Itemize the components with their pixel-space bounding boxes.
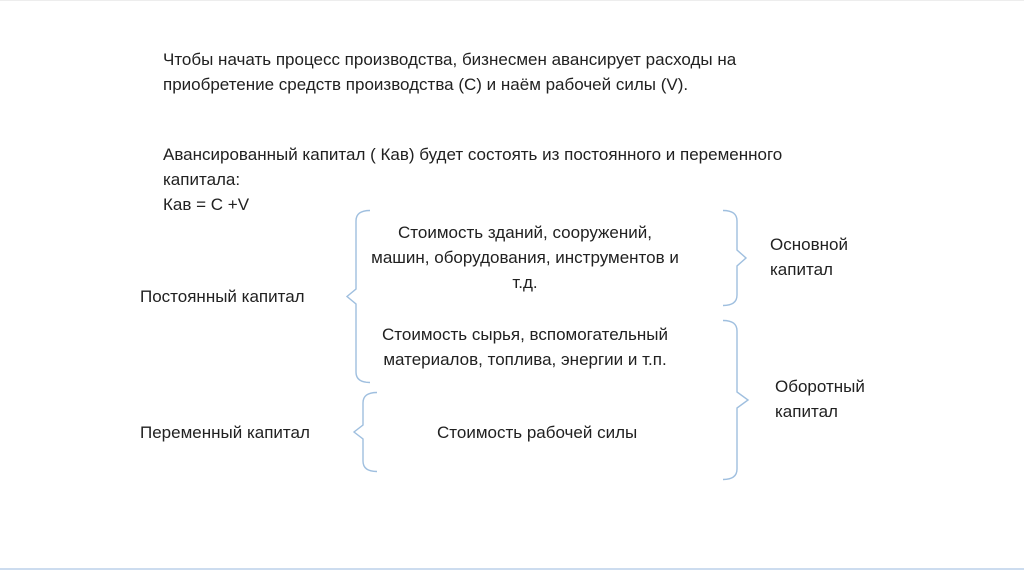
intro-paragraph	[163, 47, 823, 97]
brace-fixed-capital	[722, 209, 748, 307]
label-line: капитал	[775, 402, 838, 421]
block-line: т.д.	[512, 273, 538, 292]
intro-line: приобретение средств производства (C) и наём рабочей силы (V).	[163, 75, 689, 94]
label-line: капитал	[770, 260, 833, 279]
block-line: Стоимость сырья, вспомогательный	[382, 325, 668, 344]
label-constant-capital: Постоянный капитал	[140, 287, 305, 306]
block-fixed-assets	[358, 220, 692, 295]
label-fixed-capital	[770, 232, 848, 282]
capital-formula: Кав = C +V	[163, 195, 250, 214]
intro-line: Чтобы начать процесс производства, бизнесмен авансирует расходы на	[163, 50, 737, 69]
brace-working-capital	[722, 319, 752, 481]
label-working-capital	[775, 374, 865, 424]
advanced-line: Авансированный капитал ( Кав) будет состоять из постоянного и переменного	[163, 145, 783, 164]
brace-variable-capital	[352, 391, 378, 473]
label-line: Основной	[770, 235, 848, 254]
block-labor-cost: Стоимость рабочей силы	[437, 423, 638, 442]
advanced-line: капитала:	[163, 170, 241, 189]
block-materials	[358, 322, 692, 372]
label-line: Оборотный	[775, 377, 865, 396]
block-line: материалов, топлива, энергии и т.п.	[383, 350, 667, 369]
advanced-capital-paragraph	[163, 142, 843, 217]
label-variable-capital: Переменный капитал	[140, 423, 310, 442]
bottom-accent-line	[0, 568, 1024, 570]
block-line: машин, оборудования, инструментов и	[371, 248, 679, 267]
block-line: Стоимость зданий, сооружений,	[398, 223, 652, 242]
